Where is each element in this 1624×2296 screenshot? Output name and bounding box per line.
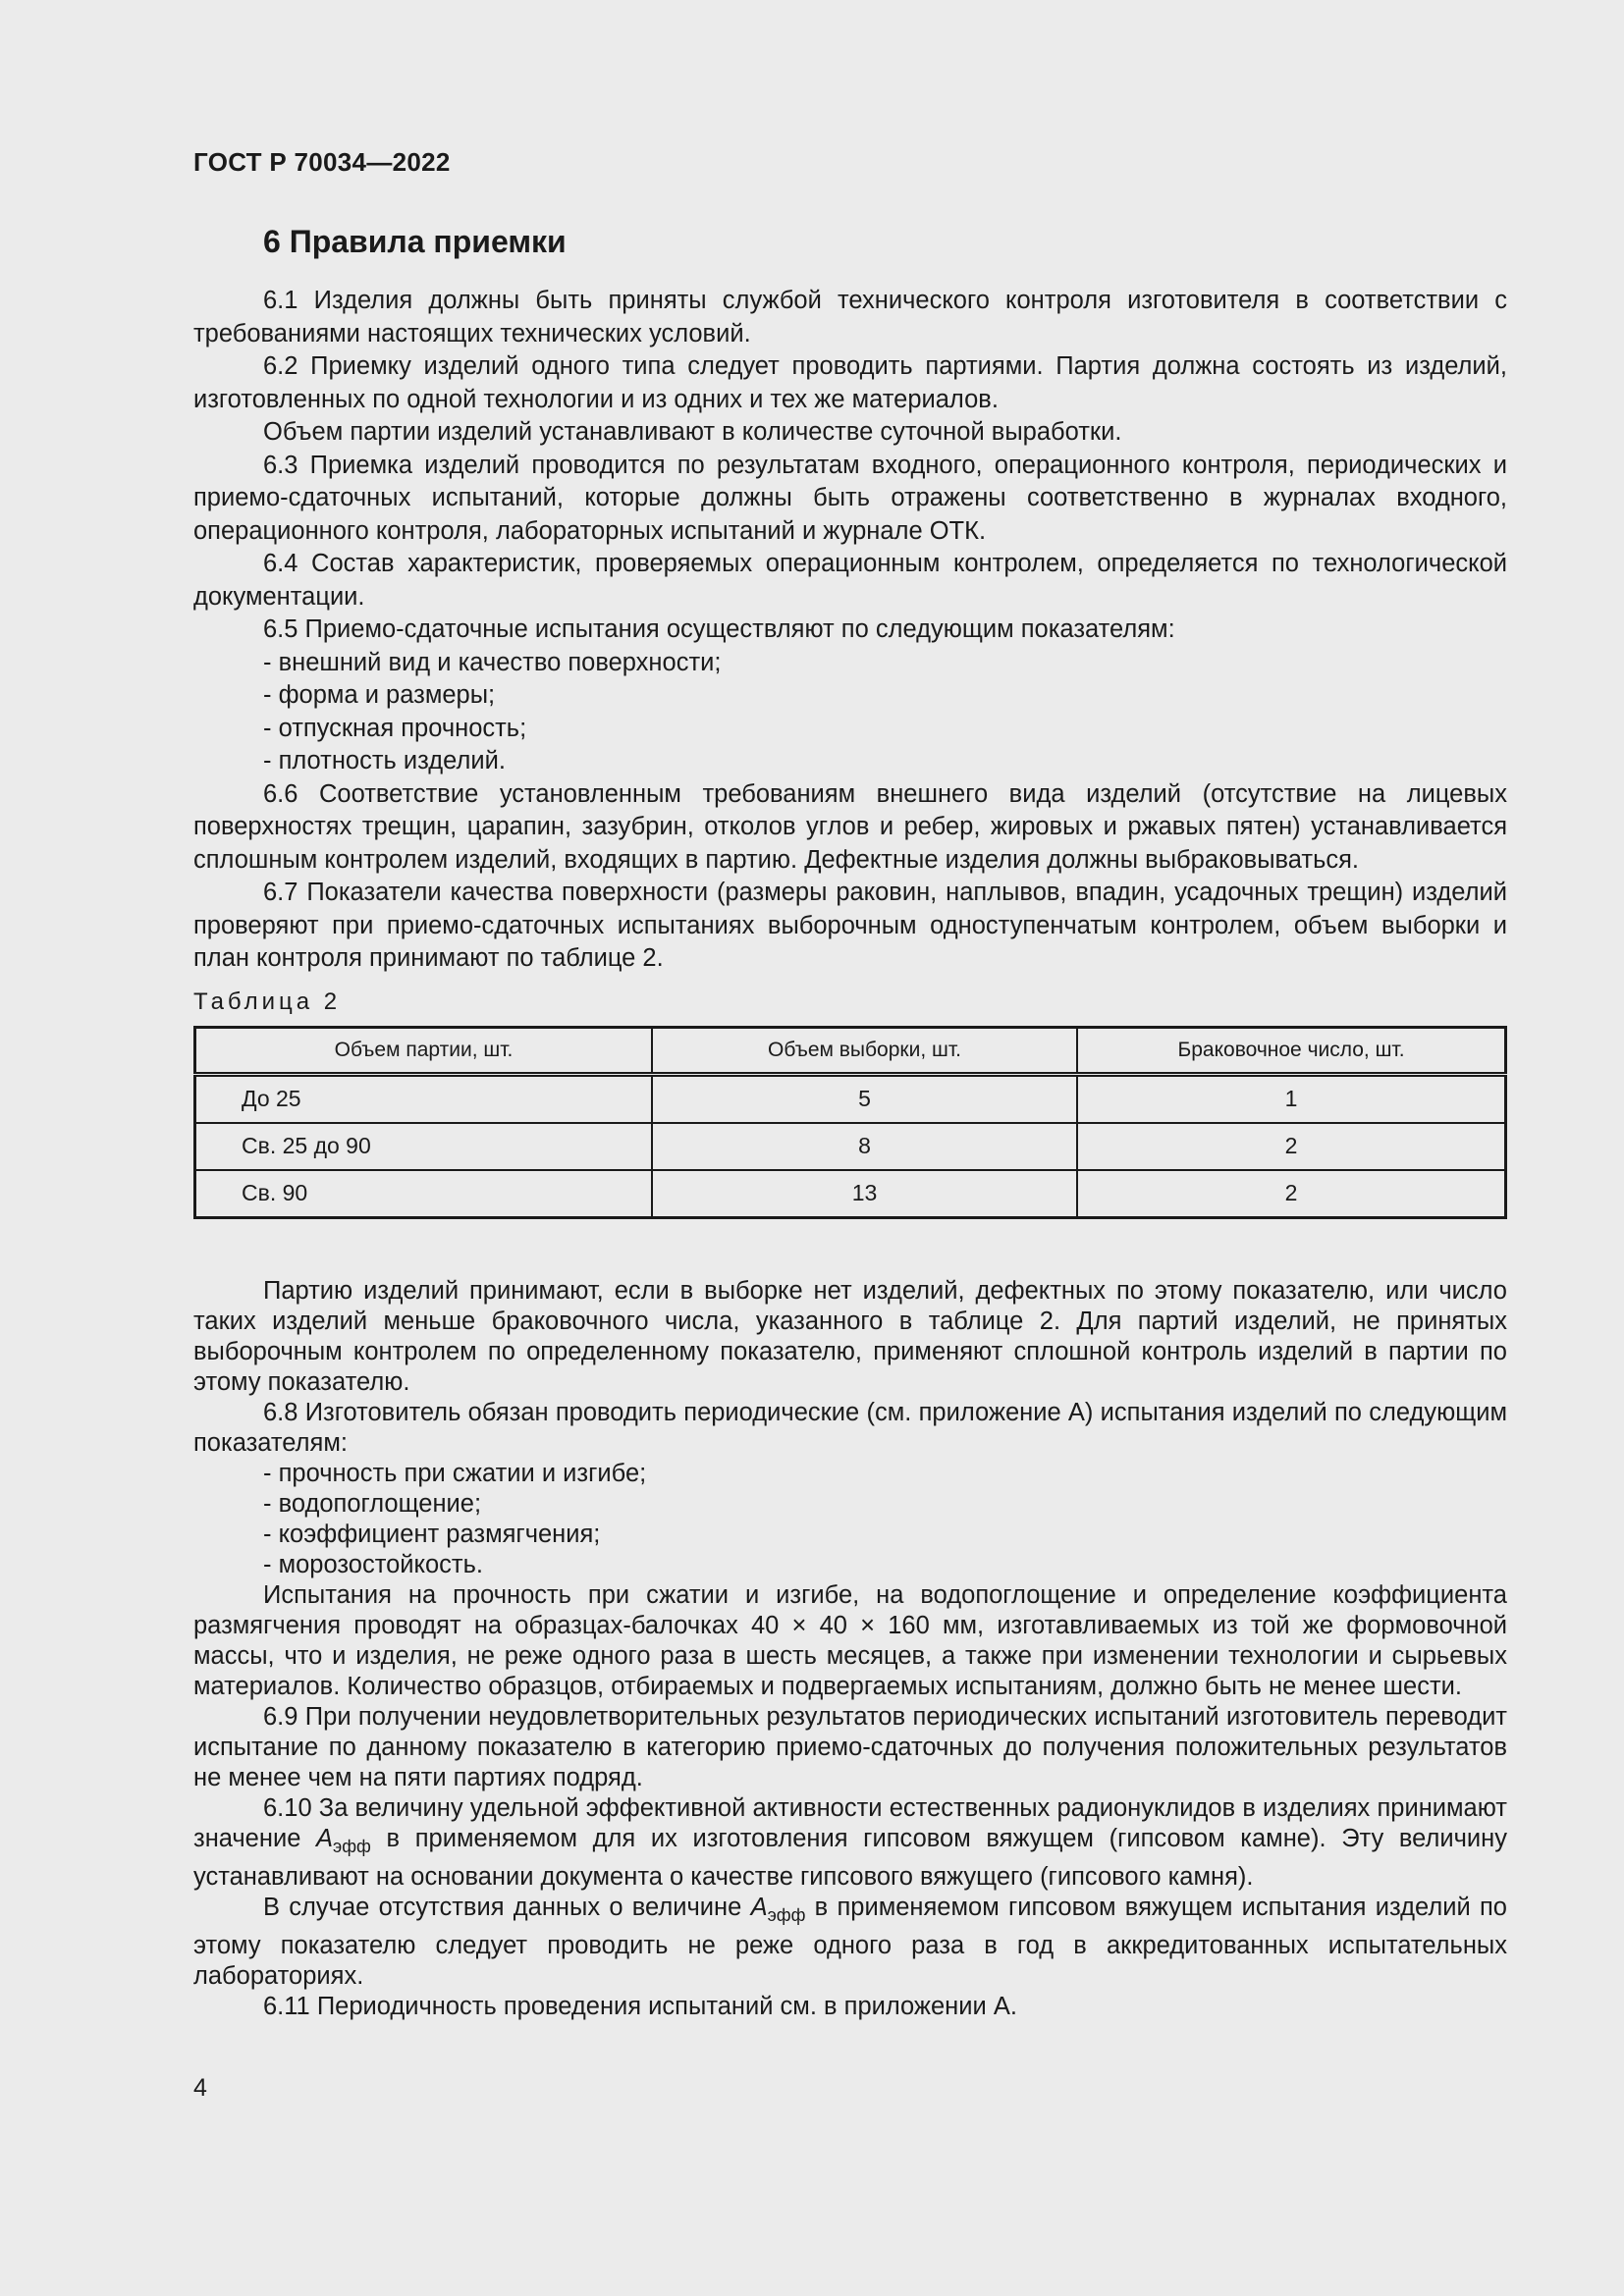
paragraph-6-9: 6.9 При получении неудовлетворительных результатов периодических испытаний изготовитель переводит испытание по данному показателю в категорию приемо-сдаточных до получения положительных результатов не менее чем на пяти партиях подряд.	[193, 1703, 1507, 1791]
table-header-cell: Объем выборки, шт.	[652, 1028, 1077, 1075]
paragraph-6-8: 6.8 Изготовитель обязан проводить периодические (см. приложение А) испытания изделий по следующим показателям:	[193, 1399, 1507, 1457]
paragraph-6-1: 6.1 Изделия должны быть приняты службой технического контроля изготовителя в соответствии с требованиями настоящих технических условий.	[193, 287, 1507, 347]
section-heading: 6 Правила приемки	[263, 224, 567, 259]
table-cell: До 25	[195, 1075, 653, 1124]
paragraph-6-8-samples: Испытания на прочность при сжатии и изгибе, на водопоглощение и определение коэффициента размягчения проводят на образцах-балочках 40 × 40 × 160 мм, изготавливаемых из той же формовочной массы, что и изделия, не реже одного раза в шесть месяцев, а также при изменении технологии и сырьевых материалов. Количество образцов, отбираемых и подвергаемых испытаниям, должно быть не менее шести.	[193, 1581, 1507, 1700]
paragraph-6-2: 6.2 Приемку изделий одного типа следует проводить партиями. Партия должна состоять из изделий, изготовленных по одной технологии и из одних и тех же материалов.	[193, 352, 1507, 413]
a-eff-symbol: A	[316, 1825, 334, 1852]
table-row	[195, 1123, 1506, 1170]
list-item: - плотность изделий.	[263, 747, 506, 774]
table-cell: Св. 25 до 90	[195, 1123, 653, 1170]
list-item: - водопоглощение;	[263, 1490, 482, 1518]
paragraph-6-2-volume: Объем партии изделий устанавливают в количестве суточной выработки.	[263, 418, 1122, 446]
paragraph-6-10-pre: 6.10 За величину удельной эффективной активности естественных радионуклидов в изделиях принимают значение	[193, 1794, 1507, 1852]
list-item: - коэффициент размягчения;	[263, 1521, 601, 1548]
table-row	[195, 1075, 1506, 1124]
table-cell: 2	[1077, 1123, 1506, 1170]
paragraph-6-10	[193, 1793, 1507, 1893]
body-text-upper	[193, 285, 1507, 1219]
paragraph-6-7: 6.7 Показатели качества поверхности (размеры раковин, наплывов, впадин, усадочных трещин) изделий проверяют при приемо-сдаточных испытаниях выборочным одноступенчатым контролем, объем выборки и план контроля принимают по таблице 2.	[193, 879, 1507, 972]
a-eff-subscript: эфф	[767, 1905, 806, 1925]
paragraph-6-10b-post: в применяемом гипсовом вяжущем испытания изделий по этому показателю следует проводить не реже одного раза в год в аккредитованных испытательных лабораториях.	[193, 1894, 1507, 1990]
table-row	[195, 1170, 1506, 1218]
list-item: - морозостойкость.	[263, 1551, 483, 1578]
table-2	[193, 1026, 1507, 1219]
table-header-cell: Объем партии, шт.	[195, 1028, 653, 1075]
table-cell: 8	[652, 1123, 1077, 1170]
table-cell: 5	[652, 1075, 1077, 1124]
paragraph-6-4: 6.4 Состав характеристик, проверяемых операционным контролем, определяется по технологической документации.	[193, 550, 1507, 611]
list-item: - внешний вид и качество поверхности;	[263, 648, 722, 676]
paragraph-after-table: Партию изделий принимают, если в выборке нет изделий, дефектных по этому показателю, или число таких изделий меньше браковочного числа, указанного в таблице 2. Для партий изделий, не принятых выборочным контролем по определенному показателю, применяют сплошной контроль изделий в партии по этому показателю.	[193, 1277, 1507, 1396]
table-cell: Св. 90	[195, 1170, 653, 1218]
a-eff-symbol: A	[750, 1894, 768, 1921]
paragraph-6-6: 6.6 Соответствие установленным требованиям внешнего вида изделий (отсутствие на лицевых поверхностях трещин, царапин, зазубрин, отколов углов и ребер, жировых и ржавых пятен) устанавливается сплошным контролем изделий, входящих в партию. Дефектные изделия должны выбраковываться.	[193, 779, 1507, 874]
paragraph-6-10-absence	[193, 1893, 1507, 1992]
paragraph-6-5: 6.5 Приемо-сдаточные испытания осуществляют по следующим показателям:	[263, 615, 1175, 643]
list-item: - отпускная прочность;	[263, 714, 527, 742]
document-code: ГОСТ Р 70034—2022	[193, 147, 451, 177]
list-item: - прочность при сжатии и изгибе;	[263, 1460, 647, 1487]
table-cell: 2	[1077, 1170, 1506, 1218]
paragraph-6-11: 6.11 Периодичность проведения испытаний см. в приложении А.	[263, 1993, 1017, 2020]
list-item: - форма и размеры;	[263, 681, 496, 709]
table-header-row	[195, 1028, 1506, 1075]
table-cell: 1	[1077, 1075, 1506, 1124]
body-text-lower	[193, 1276, 1507, 2022]
paragraph-6-3: 6.3 Приемка изделий проводится по результатам входного, операционного контроля, периодических и приемо-сдаточных испытаний, которые должны быть отражены соответственно в журналах входного, операционного контроля, лабораторных испытаний и журнале ОТК.	[193, 451, 1507, 545]
table-header-cell: Браковочное число, шт.	[1077, 1028, 1506, 1075]
page-number: 4	[193, 2074, 207, 2102]
paragraph-6-10b-pre: В случае отсутствия данных о величине	[263, 1894, 742, 1921]
table-caption: Таблица 2	[193, 988, 342, 1015]
table-cell: 13	[652, 1170, 1077, 1218]
a-eff-subscript: эфф	[333, 1837, 371, 1856]
paragraph-6-10-post: в применяемом для их изготовления гипсовом вяжущем (гипсовом камне). Эту величину устанавливают на основании документа о качестве гипсового вяжущего (гипсового камня).	[193, 1825, 1507, 1891]
